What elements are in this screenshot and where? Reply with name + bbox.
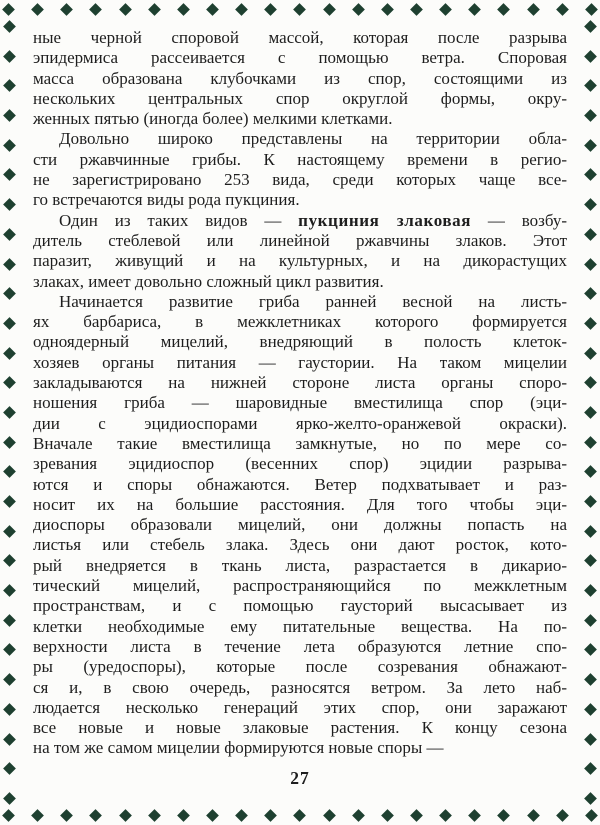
diamond-ornament-icon (584, 436, 597, 449)
text-line: пространствам, и с помощью гаусторий высасывает из (33, 596, 567, 616)
diamond-ornament-icon (3, 555, 16, 568)
text-line: ях барбариса, в межклетниках которого формируется (33, 312, 567, 332)
diamond-ornament-icon (60, 809, 73, 822)
text-line: не зарегистрировано 253 вида, среди которых чаще все- (33, 170, 567, 190)
diamond-ornament-icon (3, 703, 16, 716)
diamond-ornament-icon (119, 809, 132, 822)
diamond-ornament-icon (177, 3, 190, 16)
diamond-ornament-icon (381, 809, 394, 822)
text-line: Один из таких видов — пукциния злаковая — возбу- (59, 210, 567, 230)
diamond-ornament-icon (3, 525, 16, 538)
text-line: Начинается развитие гриба ранней весной на листь- (59, 291, 567, 311)
text-line: рый внедряется в ткань листа, разрастается в дикарио- (33, 555, 567, 575)
diamond-ornament-icon (584, 703, 597, 716)
diamond-ornament-icon (206, 3, 219, 16)
diamond-ornament-icon (584, 139, 597, 152)
diamond-ornament-icon (3, 228, 16, 241)
text-line: тический мицелий, распространяющийся по межклетным (33, 576, 567, 596)
text-line: Вначале такие вместилища замкнутые, но по мере со- (33, 433, 567, 453)
text-line: дитель стеблевой или линейной ржавчины злаков. Этот (33, 230, 567, 250)
text-line: злаках, имеет довольно сложный цикл развития. (33, 271, 384, 291)
text-line: ры (уредоспоры), которые после созревания обнажают- (33, 657, 567, 677)
diamond-ornament-icon (381, 3, 394, 16)
diamond-ornament-icon (235, 809, 248, 822)
text-line: нескольких центральных спор округлой формы, окру- (33, 88, 567, 108)
text-line: паразит, живущий и на культурных, и на дикорастущих (33, 251, 567, 271)
diamond-ornament-icon (584, 673, 597, 686)
diamond-ornament-icon (584, 258, 597, 271)
diamond-ornament-icon (323, 3, 336, 16)
diamond-ornament-icon (294, 3, 307, 16)
diamond-ornament-icon (584, 406, 597, 419)
text-line: эпидермиса рассеивается с помощью ветра. Споровая (33, 48, 567, 68)
diamond-ornament-icon (3, 465, 16, 478)
diamond-ornament-icon (584, 317, 597, 330)
diamond-ornament-icon (3, 347, 16, 360)
diamond-ornament-icon (584, 80, 597, 93)
text-line: верхности листа в течение лета образуются летние спо- (33, 636, 567, 656)
diamond-ornament-icon (410, 3, 423, 16)
diamond-ornament-icon (3, 792, 16, 805)
diamond-ornament-icon (148, 3, 161, 16)
diamond-ornament-icon (3, 50, 16, 63)
diamond-ornament-icon (352, 809, 365, 822)
page-border-top (4, 2, 596, 17)
diamond-ornament-icon (3, 644, 16, 657)
diamond-ornament-icon (410, 809, 423, 822)
diamond-ornament-icon (31, 3, 44, 16)
diamond-ornament-icon (3, 109, 16, 122)
diamond-ornament-icon (90, 809, 103, 822)
diamond-ornament-icon (556, 809, 569, 822)
diamond-ornament-icon (3, 139, 16, 152)
text-line: одноядерный мицелий, внедряющий в полость клеток- (33, 332, 567, 352)
diamond-ornament-icon (3, 287, 16, 300)
diamond-ornament-icon (2, 809, 15, 822)
text-line: листья или стебель злака. Здесь они дают росток, кото- (33, 535, 567, 555)
diamond-ornament-icon (439, 809, 452, 822)
diamond-ornament-icon (119, 3, 132, 16)
text-line: женных пятью (иногда более) мелкими клетками. (33, 109, 393, 129)
diamond-ornament-icon (177, 809, 190, 822)
text-line: Довольно широко представлены на территории обла- (59, 129, 567, 149)
diamond-ornament-icon (3, 673, 16, 686)
diamond-ornament-icon (584, 376, 597, 389)
text-line: клетки необходимые ему питательные вещества. На по- (33, 616, 567, 636)
diamond-ornament-icon (3, 20, 16, 33)
text-line: сти ржавчинные грибы. К настоящему времени в регио- (33, 149, 567, 169)
diamond-ornament-icon (352, 3, 365, 16)
text-line: ные черной споровой массой, которая после разрыва (33, 28, 567, 47)
text-line: носит их на большие расстояния. Для того чтобы эци- (33, 494, 567, 514)
diamond-ornament-icon (3, 317, 16, 330)
diamond-ornament-icon (498, 809, 511, 822)
diamond-ornament-icon (323, 809, 336, 822)
diamond-ornament-icon (584, 644, 597, 657)
diamond-ornament-icon (148, 809, 161, 822)
diamond-ornament-icon (3, 198, 16, 211)
diamond-ornament-icon (294, 809, 307, 822)
diamond-ornament-icon (3, 80, 16, 93)
text-line: на том же самом мицелии формируются новые споры — (33, 738, 444, 758)
diamond-ornament-icon (584, 287, 597, 300)
text-line: закладываются на нижней стороне листа органы споро- (33, 373, 567, 393)
diamond-ornament-icon (264, 809, 277, 822)
page-border-bottom (4, 808, 596, 823)
diamond-ornament-icon (584, 495, 597, 508)
text-line: го встречаются виды рода пукциния. (33, 190, 300, 210)
diamond-ornament-icon (468, 3, 481, 16)
text-line: ются и споры обнажаются. Ветер подхватывает и раз- (33, 474, 567, 494)
diamond-ornament-icon (556, 3, 569, 16)
diamond-ornament-icon (498, 3, 511, 16)
text-line: зревания эцидиоспор (весенних спор) эцидии разрыва- (33, 454, 567, 474)
diamond-ornament-icon (3, 614, 16, 627)
diamond-ornament-icon (206, 809, 219, 822)
diamond-ornament-icon (3, 376, 16, 389)
page-border-left (2, 22, 17, 803)
text-line: масса образована клубочками из спор, состоящими из (33, 68, 567, 88)
diamond-ornament-icon (584, 614, 597, 627)
diamond-ornament-icon (584, 792, 597, 805)
diamond-ornament-icon (3, 169, 16, 182)
diamond-ornament-icon (3, 406, 16, 419)
text-line: хозяев органы питания — гаустории. На таком мицелии (33, 352, 567, 372)
page-number: 27 (290, 768, 310, 788)
page-text (33, 28, 567, 759)
diamond-ornament-icon (584, 169, 597, 182)
diamond-ornament-icon (264, 3, 277, 16)
diamond-ornament-icon (3, 733, 16, 746)
diamond-ornament-icon (584, 555, 597, 568)
diamond-ornament-icon (584, 228, 597, 241)
text-line: все новые и новые злаковые растения. К концу сезона (33, 718, 567, 738)
diamond-ornament-icon (31, 809, 44, 822)
diamond-ornament-icon (3, 258, 16, 271)
text-line: дии с эцидиоспорами ярко-желто-оранжевой окраски). (33, 413, 567, 433)
text-line: людается несколько генераций этих спор, они заражают (33, 697, 567, 717)
diamond-ornament-icon (3, 495, 16, 508)
text-line: ся и, в свою очередь, разносятся ветром. За лето наб- (33, 677, 567, 697)
diamond-ornament-icon (584, 733, 597, 746)
diamond-ornament-icon (584, 198, 597, 211)
diamond-ornament-icon (584, 347, 597, 360)
diamond-ornament-icon (584, 584, 597, 597)
diamond-ornament-icon (235, 3, 248, 16)
diamond-ornament-icon (584, 525, 597, 538)
diamond-ornament-icon (585, 809, 598, 822)
diamond-ornament-icon (584, 50, 597, 63)
diamond-ornament-icon (584, 465, 597, 478)
diamond-ornament-icon (3, 436, 16, 449)
diamond-ornament-icon (90, 3, 103, 16)
diamond-ornament-icon (527, 3, 540, 16)
text-line: ношения гриба — шаровидные вместилища спор (эци- (33, 393, 567, 413)
diamond-ornament-icon (2, 3, 15, 16)
diamond-ornament-icon (585, 3, 598, 16)
bold-term: пукциния злаковая (298, 210, 472, 230)
page-border-right (583, 22, 598, 803)
diamond-ornament-icon (527, 809, 540, 822)
diamond-ornament-icon (439, 3, 452, 16)
text-line: диоспоры образовали мицелий, они должны попасть на (33, 515, 567, 535)
diamond-ornament-icon (584, 109, 597, 122)
diamond-ornament-icon (468, 809, 481, 822)
diamond-ornament-icon (584, 20, 597, 33)
diamond-ornament-icon (3, 584, 16, 597)
diamond-ornament-icon (60, 3, 73, 16)
